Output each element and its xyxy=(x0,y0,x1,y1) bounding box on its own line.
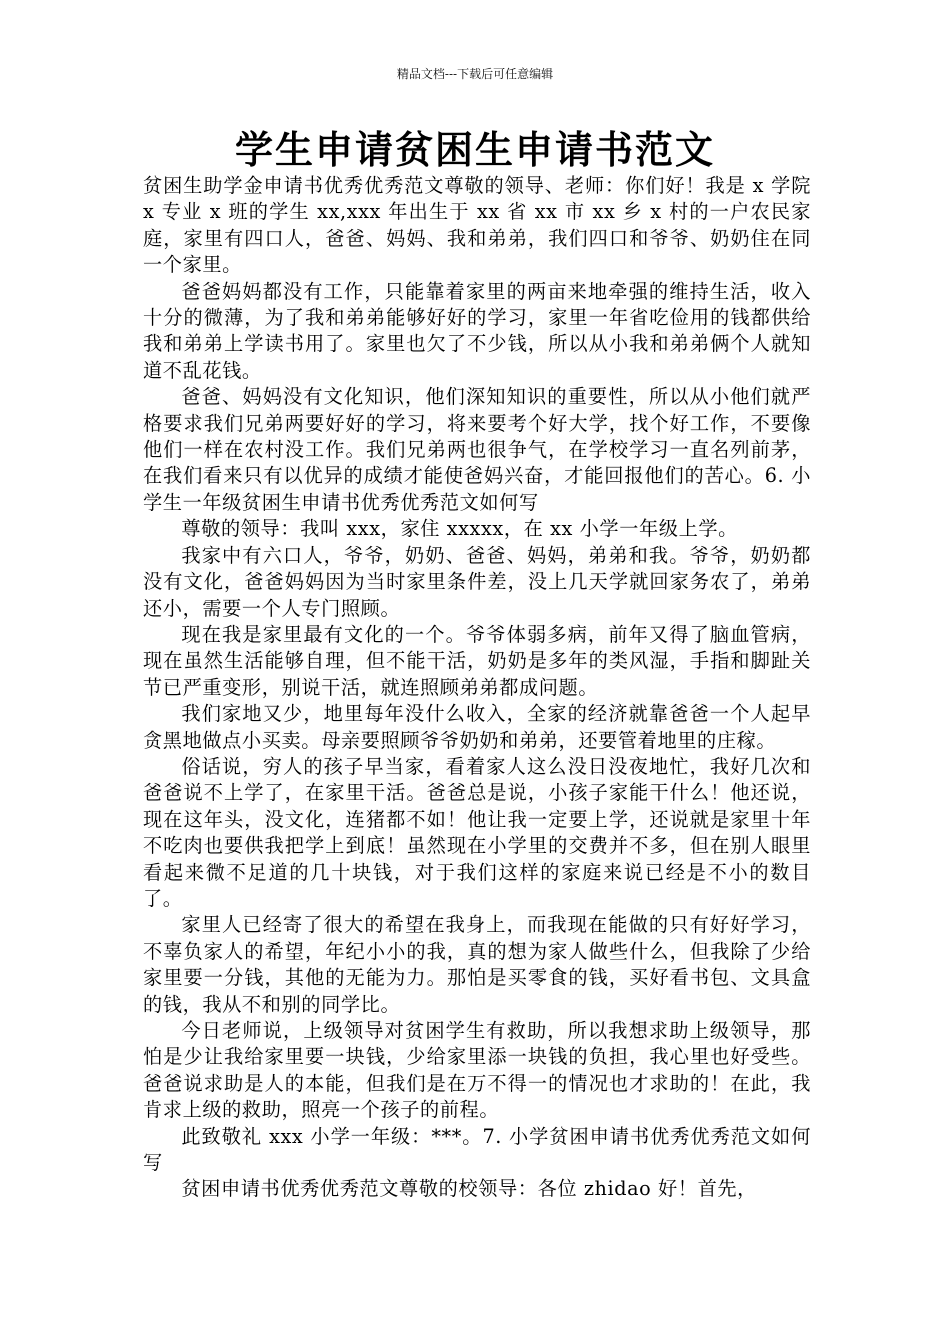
paragraph: 爸爸、妈妈没有文化知识，他们深知知识的重要性，所以从小他们就严格要求我们兄弟两要好好的学习，将来要考个好大学，找个好工作，不要像他们一样在农村没工作。我们兄弟两也很争气，在学校学习一直名列前茅，在我们看来只有以优异的成绩才能使爸妈兴奋，才能回报他们的苦心。6. 小学生一年级贫困生申请书优秀优秀范文如何写 xyxy=(143,385,811,514)
document-title: 学生申请贫困生申请书范文 xyxy=(234,128,715,172)
paragraph: 我家中有六口人，爷爷，奶奶、爸爸、妈妈，弟弟和我。爷爷，奶奶都没有文化，爸爸妈妈因为当时家里条件差，没上几天学就回家务农了，弟弟还小，需要一个人专门照顾。 xyxy=(143,543,811,620)
paragraph: 家里人已经寄了很大的希望在我身上，而我现在能做的只有好好学习，不辜负家人的希望，年纪小小的我，真的想为家人做些什么，但我除了少给家里要一分钱，其他的无能为力。那怕是买零食的钱，买好看书包、文具盒的钱，我从不和别的同学比。 xyxy=(143,913,811,1016)
paragraph: 今日老师说，上级领导对贫困学生有救助，所以我想求助上级领导，那怕是少让我给家里要一块钱，少给家里添一块钱的负担，我心里也好受些。爸爸说求助是人的本能，但我们是在万不得一的情况也才求助的！在此，我肯求上级的救助，照亮一个孩子的前程。 xyxy=(143,1019,811,1122)
paragraph: 我们家地又少，地里每年没什么收入，全家的经济就靠爸爸一个人起早贪黑地做点小买卖。母亲要照顾爷爷奶奶和弟弟，还要管着地里的庄稼。 xyxy=(143,702,811,752)
paragraph: 贫困申请书优秀优秀范文尊敬的校领导：各位 zhidao 好！首先， xyxy=(181,1177,757,1201)
page-header: 精品文档---下载后可任意编辑 xyxy=(396,67,554,81)
paragraph: 爸爸妈妈都没有工作，只能靠着家里的两亩来地牵强的维持生活，收入十分的微薄，为了我和弟弟能够好好的学习，家里一年省吃俭用的钱都供给我和弟弟上学读书用了。家里也欠了不少钱，所以从小我和弟弟俩个人就知道不乱花钱。 xyxy=(143,279,811,382)
paragraph: 尊敬的领导：我叫 xxx，家住 xxxxx，在 xx 小学一年级上学。 xyxy=(181,517,738,541)
paragraph: 现在我是家里最有文化的一个。爷爷体弱多病，前年又得了脑血管病，现在虽然生活能够自理，但不能干活，奶奶是多年的类风湿，手指和脚趾关节已严重变形，别说干活，就连照顾弟弟都成问题。 xyxy=(143,622,811,699)
document-body xyxy=(143,173,811,1203)
paragraph: 俗话说，穷人的孩子早当家，看着家人这么没日没夜地忙，我好几次和爸爸说不上学了，在家里干活。爸爸总是说，小孩子家能干什么！他还说，现在这年头，没文化，连猪都不如！他让我一定要上学，还说就是家里十年不吃肉也要供我把学上到底！虽然现在小学里的交费并不多，但在别人眼里看起来微不足道的几十块钱，对于我们这样的家庭来说已经是不小的数目了。 xyxy=(143,754,811,910)
paragraph: 贫困生助学金申请书优秀优秀范文尊敬的领导、老师：你们好！我是 x 学院 x 专业 x 班的学生 xx,xxx 年出生于 xx 省 xx 市 xx 乡 x 村的一户农民家庭，家里有四口人，爸爸、妈妈、我和弟弟，我们四口和爷爷、奶奶住在同一个家里。 xyxy=(143,174,811,277)
paragraph: 此致敬礼 xxx 小学一年级：***。7. 小学贫困申请书优秀优秀范文如何写 xyxy=(143,1124,811,1175)
